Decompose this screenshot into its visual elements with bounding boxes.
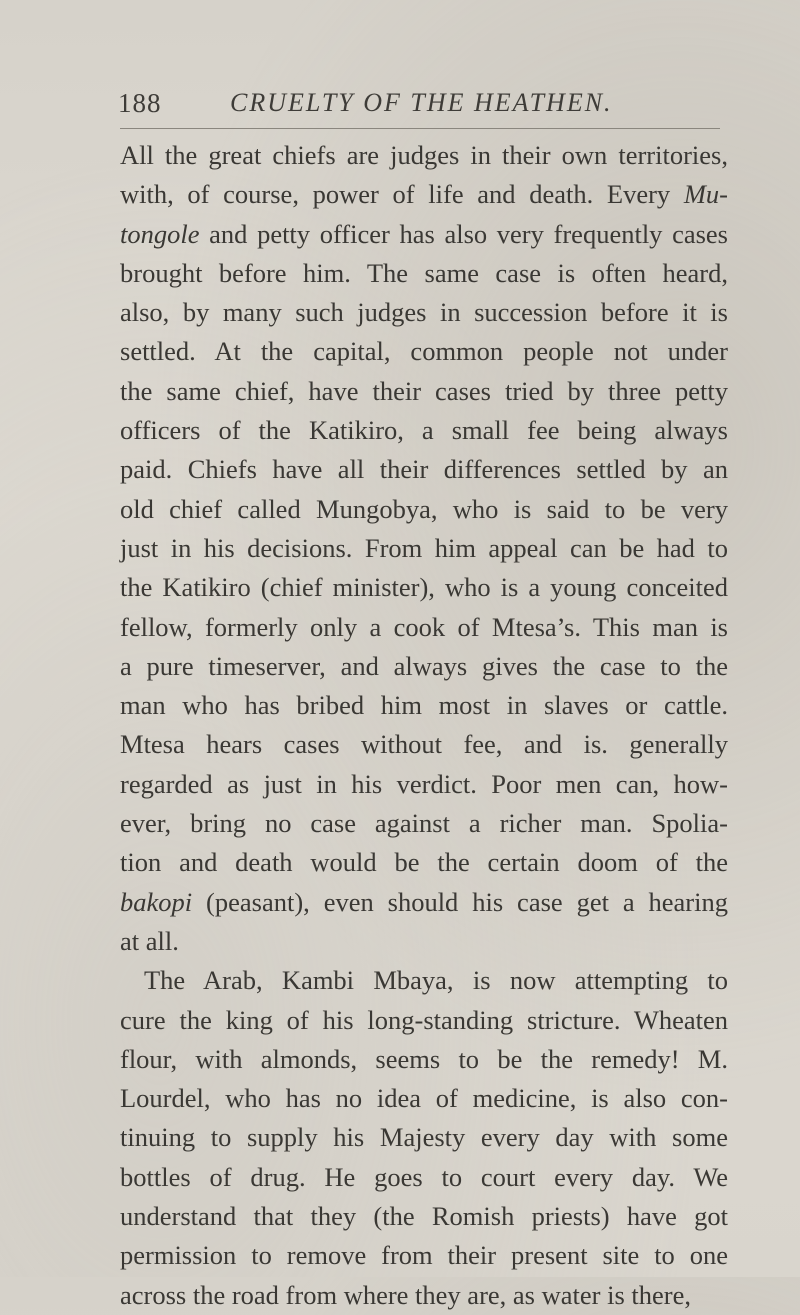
text-run: (peasant), even should his case get a hearing xyxy=(192,886,728,917)
text-run: old chief called Mungobya, who is said to be very xyxy=(120,493,728,524)
text-line xyxy=(120,1001,728,1040)
text-line xyxy=(120,411,728,450)
text-line xyxy=(120,804,728,843)
text-run: man who has bribed him most in slaves or cattle. xyxy=(120,690,728,721)
text-line xyxy=(120,1040,728,1079)
text-line xyxy=(120,961,728,1000)
text-run: The Arab, Kambi Mbaya, is now attempting to xyxy=(144,965,728,996)
running-title: CRUELTY OF THE HEATHEN. xyxy=(230,88,613,117)
text-run: ever, bring no case against a richer man. Spolia- xyxy=(120,808,728,839)
text-line xyxy=(120,215,728,254)
text-line xyxy=(120,1118,728,1157)
text-line xyxy=(120,883,728,922)
text-run: officers of the Katikiro, a small fee being always xyxy=(120,415,728,446)
body-text xyxy=(120,136,728,1315)
text-line xyxy=(120,922,728,961)
text-run: tinuing to supply his Majesty every day with some xyxy=(120,1122,728,1153)
text-line xyxy=(120,765,728,804)
text-run: with, of course, power of life and death. Every xyxy=(120,179,684,210)
text-run: Lourdel, who has no idea of medicine, is also con- xyxy=(120,1083,728,1114)
text-line xyxy=(120,725,728,764)
text-line xyxy=(120,647,728,686)
text-run: bottles of drug. He goes to court every day. We xyxy=(120,1161,728,1192)
italic-text-run: tongole xyxy=(120,218,200,249)
text-line xyxy=(120,529,728,568)
running-head xyxy=(118,88,738,124)
text-run: cure the king of his long-standing stricture. Wheaten xyxy=(120,1004,728,1035)
text-line xyxy=(120,332,728,371)
text-line xyxy=(120,1236,728,1275)
text-run: Mtesa hears cases without fee, and is. generally xyxy=(120,729,728,760)
text-line xyxy=(120,372,728,411)
text-run: permission to remove from their present site to one xyxy=(120,1240,728,1271)
page-number: 188 xyxy=(118,88,162,118)
text-run: and petty officer has also very frequently cases xyxy=(199,218,728,249)
text-line xyxy=(120,686,728,725)
text-run: also, by many such judges in succession before it is xyxy=(120,297,728,328)
text-run: flour, with almonds, seems to be the remedy! M. xyxy=(120,1043,728,1074)
text-run: a pure timeserver, and always gives the case to the xyxy=(120,650,728,681)
text-line xyxy=(120,136,728,175)
text-run: at all. xyxy=(120,925,179,956)
text-line xyxy=(120,254,728,293)
header-rule xyxy=(120,128,720,129)
text-run: tion and death would be the certain doom of the xyxy=(120,847,728,878)
text-line xyxy=(120,568,728,607)
text-run: brought before him. The same case is often heard, xyxy=(120,257,728,288)
text-line xyxy=(120,450,728,489)
text-run: settled. At the capital, common people not under xyxy=(120,336,728,367)
text-run: fellow, formerly only a cook of Mtesa’s. This man is xyxy=(120,611,728,642)
text-line xyxy=(120,175,728,214)
text-line xyxy=(120,1158,728,1197)
text-line xyxy=(120,1276,728,1315)
text-run: All the great chiefs are judges in their own territories, xyxy=(120,140,728,170)
text-line xyxy=(120,1197,728,1236)
text-run: across the road from where they are, as water is there, xyxy=(120,1279,691,1310)
text-run: understand that they (the Romish priests) have got xyxy=(120,1201,728,1232)
text-run: the Katikiro (chief minister), who is a young conceited xyxy=(120,572,728,603)
text-run: the same chief, have their cases tried by three petty xyxy=(120,375,728,406)
text-line xyxy=(120,490,728,529)
text-line xyxy=(120,608,728,647)
text-line xyxy=(120,843,728,882)
text-run: just in his decisions. From him appeal can be had to xyxy=(120,532,728,563)
text-run: regarded as just in his verdict. Poor men can, how- xyxy=(120,768,728,799)
text-line xyxy=(120,293,728,332)
text-run: paid. Chiefs have all their differences settled by an xyxy=(120,454,728,485)
italic-text-run: Mu- xyxy=(683,179,728,210)
italic-text-run: bakopi xyxy=(120,886,193,917)
text-line xyxy=(120,1079,728,1118)
